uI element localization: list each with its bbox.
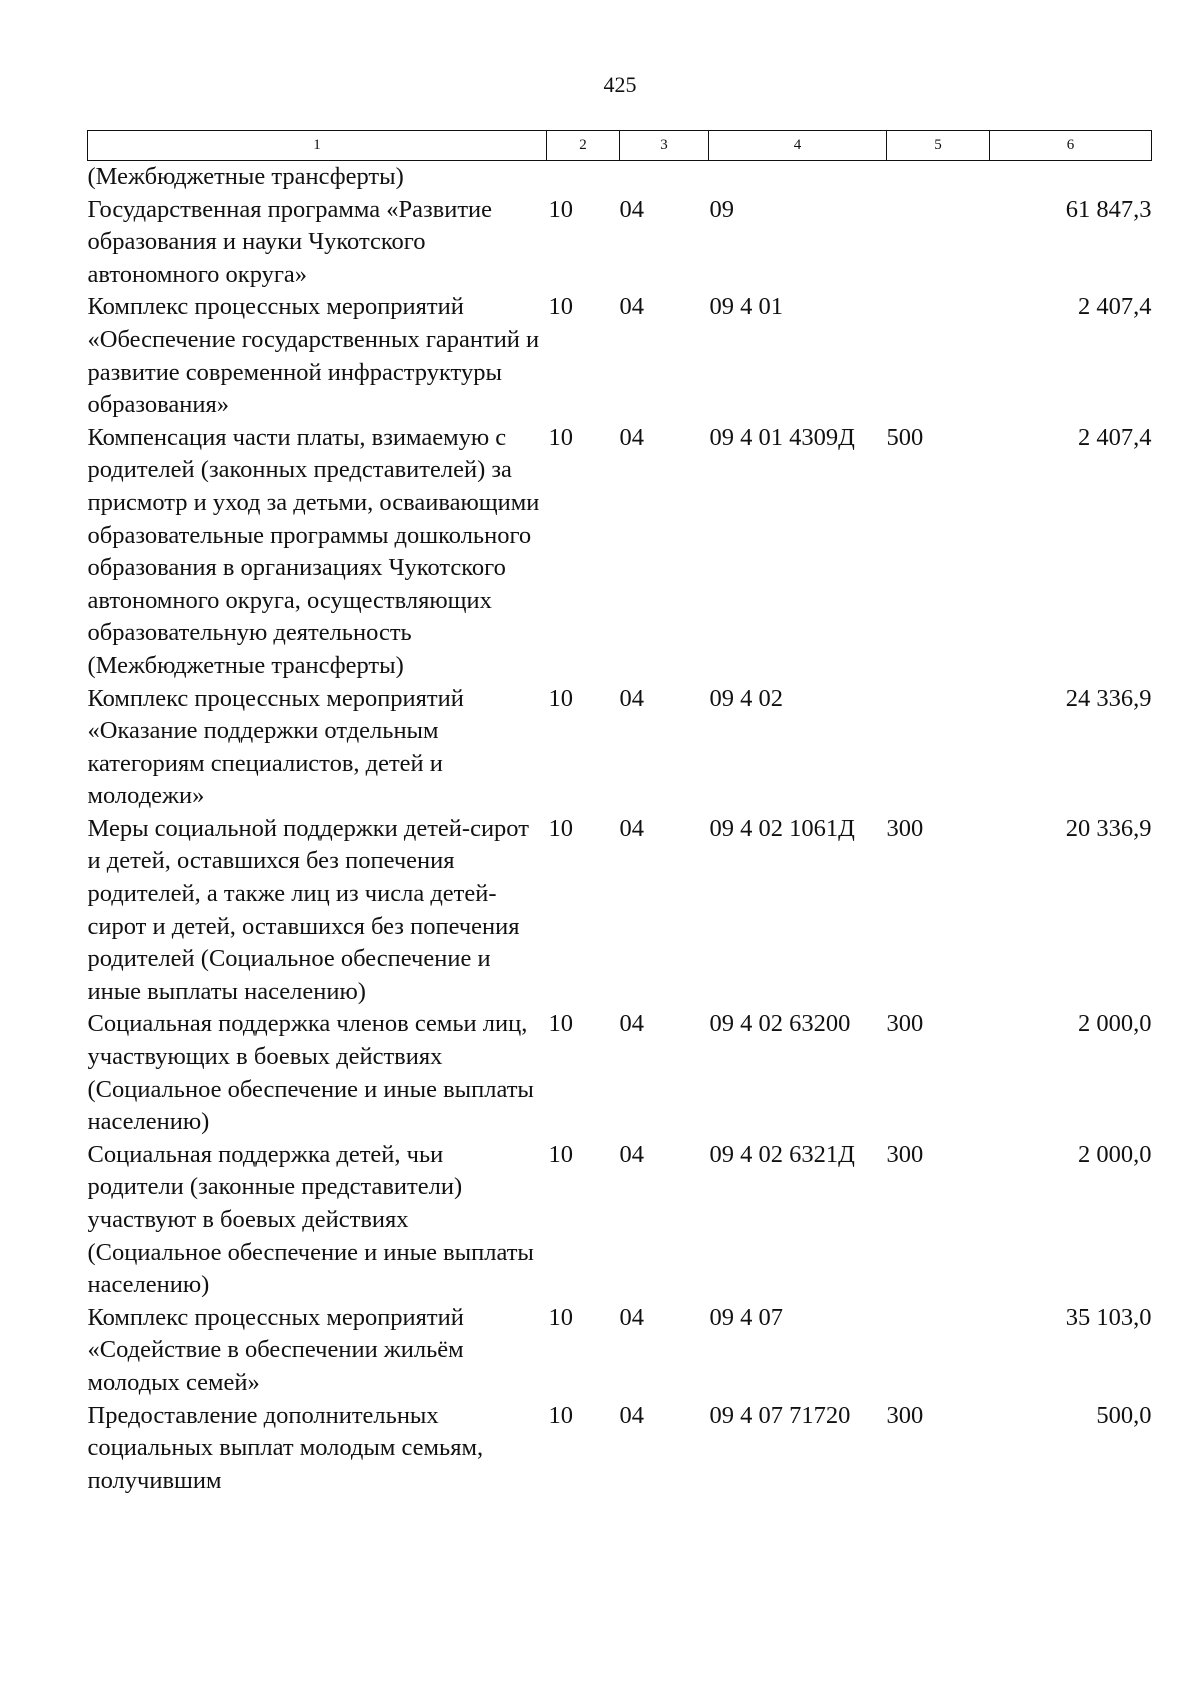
row-name: Комплекс процессных мероприятий «Оказание поддержки отдельным категориям специалистов, детей и молодежи» [87, 684, 464, 810]
column-header-4: 4 [709, 131, 887, 161]
table-row [88, 291, 1152, 421]
table-row [88, 1008, 1152, 1138]
row-expense-type: 500 [886, 423, 924, 451]
budget-table [87, 130, 1152, 1497]
row-target-code: 09 4 07 [709, 1303, 783, 1331]
row-amount: 2 000,0 [1078, 1140, 1152, 1168]
row-expense-type [887, 291, 990, 421]
page-number: 425 [603, 72, 637, 97]
row-target-code [709, 161, 887, 194]
row-subsection: 04 [619, 1401, 644, 1429]
row-target-code: 09 [709, 195, 734, 223]
table-row [88, 161, 1152, 194]
column-header-5: 5 [887, 131, 990, 161]
row-target-code: 09 4 02 6321Д [709, 1140, 855, 1168]
column-header-6: 6 [990, 131, 1152, 161]
row-name: Социальная поддержка членов семьи лиц, участвующих в боевых действиях (Социальное обеспечение и иные выплаты населению) [87, 1010, 534, 1136]
row-section: 10 [548, 814, 573, 842]
row-expense-type [887, 1302, 990, 1400]
row-target-code: 09 4 01 [709, 293, 783, 321]
row-name: Меры социальной поддержки детей-сирот и детей, оставшихся без попечения родителей, а также лиц из числа детей-сирот и детей, оставшихся без попечения родителей (Социальное обеспечение и иные выплаты населению) [87, 814, 529, 1005]
table-row [88, 422, 1152, 683]
row-target-code: 09 4 02 1061Д [709, 814, 855, 842]
row-name: Социальная поддержка детей, чьи родители (законные представители) участвуют в боевых действиях (Социальное обеспечение и иные выплаты населению) [87, 1140, 534, 1299]
row-subsection: 04 [619, 293, 644, 321]
row-section: 10 [548, 1401, 573, 1429]
row-name: Комплекс процессных мероприятий «Обеспечение государственных гарантий и развитие современной инфраструктуры образования» [87, 293, 540, 419]
row-name: (Межбюджетные трансферты) [87, 163, 404, 190]
column-header-2: 2 [547, 131, 620, 161]
row-subsection: 04 [619, 814, 644, 842]
column-number-row [88, 131, 1152, 161]
table-row [88, 813, 1152, 1009]
table-row [88, 1302, 1152, 1400]
row-name: Компенсация части платы, взимаемую с родителей (законных представителей) за присмотр и уход за детьми, осваивающими образовательные программы дошкольного образования в организациях Чукотского автономного округа, осуществляющих образовательную деятельность (Межбюджетные трансферты) [87, 423, 540, 679]
row-expense-type [887, 194, 990, 292]
row-name: Предоставление дополнительных социальных выплат молодым семьям, получившим [87, 1401, 484, 1494]
row-amount: 24 336,9 [1065, 684, 1152, 712]
row-target-code: 09 4 02 [709, 684, 783, 712]
row-amount: 2 407,4 [1078, 293, 1152, 321]
table-body [88, 161, 1152, 1498]
row-target-code: 09 4 02 63200 [709, 1010, 851, 1038]
row-subsection: 04 [619, 1140, 644, 1168]
row-expense-type: 300 [886, 1010, 924, 1038]
row-expense-type [887, 161, 990, 194]
row-expense-type [887, 683, 990, 813]
row-subsection: 04 [619, 423, 644, 451]
row-amount: 500,0 [1096, 1401, 1152, 1429]
column-header-1: 1 [88, 131, 547, 161]
row-amount [990, 161, 1152, 194]
row-target-code: 09 4 07 71720 [709, 1401, 851, 1429]
row-subsection: 04 [619, 1303, 644, 1331]
row-name: Государственная программа «Развитие образования и науки Чукотского автономного округа» [87, 195, 493, 288]
row-expense-type: 300 [886, 1401, 924, 1429]
row-expense-type: 300 [886, 1140, 924, 1168]
table-row [88, 1139, 1152, 1302]
row-amount: 35 103,0 [1065, 1303, 1152, 1331]
row-section: 10 [548, 1303, 573, 1331]
row-subsection: 04 [619, 684, 644, 712]
row-section: 10 [548, 1010, 573, 1038]
row-amount: 61 847,3 [1065, 195, 1152, 223]
table-row [88, 683, 1152, 813]
row-subsection: 04 [619, 1010, 644, 1038]
row-section: 10 [548, 423, 573, 451]
row-expense-type: 300 [886, 814, 924, 842]
row-amount: 20 336,9 [1065, 814, 1152, 842]
row-section: 10 [548, 684, 573, 712]
row-section: 10 [548, 195, 573, 223]
column-header-3: 3 [620, 131, 709, 161]
row-section [547, 161, 620, 194]
row-amount: 2 000,0 [1078, 1010, 1152, 1038]
row-section: 10 [548, 293, 573, 321]
row-target-code: 09 4 01 4309Д [709, 423, 855, 451]
row-amount: 2 407,4 [1078, 423, 1152, 451]
table-row [88, 194, 1152, 292]
row-subsection: 04 [619, 195, 644, 223]
row-name: Комплекс процессных мероприятий «Содействие в обеспечении жильём молодых семей» [87, 1303, 464, 1396]
row-subsection [620, 161, 709, 194]
table-row [88, 1400, 1152, 1498]
row-section: 10 [548, 1140, 573, 1168]
